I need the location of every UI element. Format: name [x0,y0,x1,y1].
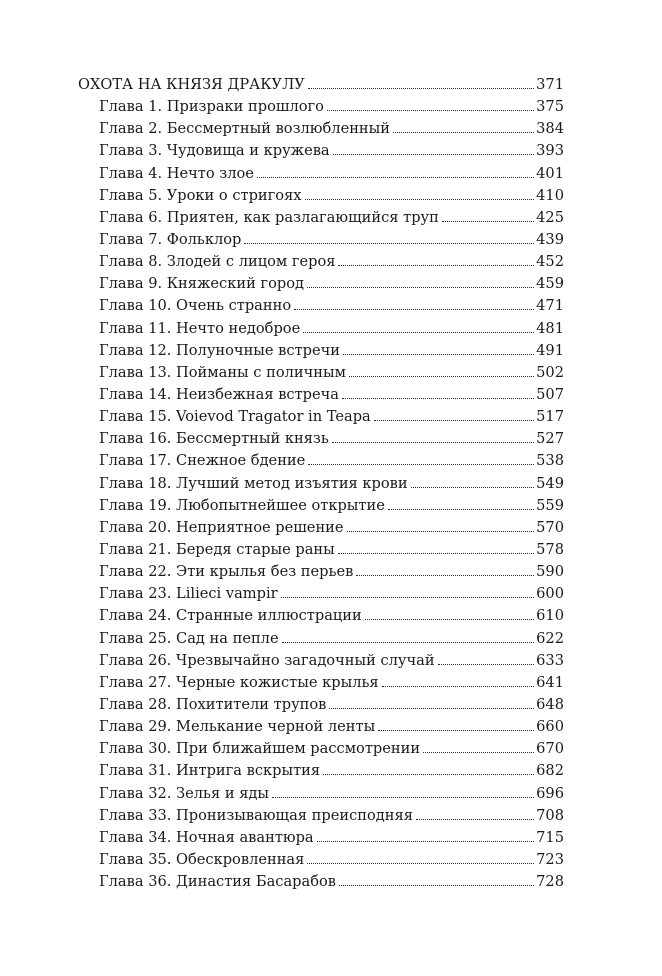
toc-chapter-page: 410 [536,186,564,204]
table-of-contents [78,74,564,893]
dot-leader [333,154,535,155]
toc-chapter-entry [78,428,564,450]
dot-leader [442,221,534,222]
toc-chapter-entry [78,738,564,760]
dot-leader [338,265,534,266]
toc-chapter-page: 728 [536,873,564,891]
toc-chapter-entry [78,716,564,738]
toc-chapter-entry [78,517,564,539]
toc-chapter-entry [78,805,564,827]
toc-chapter-page: 452 [536,253,564,271]
toc-chapter-title: Глава 19. Любопытнейшее открытие [99,496,385,514]
toc-chapter-page: 481 [536,319,564,337]
toc-chapter-page: 425 [536,208,564,226]
dot-leader [365,619,534,620]
dot-leader [332,442,534,443]
toc-chapter-entry [78,605,564,627]
toc-chapter-title: Глава 33. Пронизывающая преисподняя [99,806,413,824]
dot-leader [374,420,534,421]
toc-chapter-title: Глава 28. Похитители трупов [99,695,327,713]
dot-leader [282,642,535,643]
toc-chapter-entry [78,340,564,362]
toc-chapter-entry [78,384,564,406]
toc-chapter-page: 600 [536,585,564,603]
toc-chapter-page: 715 [536,828,564,846]
toc-chapter-page: 439 [536,230,564,248]
toc-chapter-page: 459 [536,275,564,293]
dot-leader [416,819,534,820]
toc-chapter-entry [78,561,564,583]
toc-chapter-entry [78,273,564,295]
toc-chapter-entry [78,583,564,605]
toc-chapter-title: Глава 17. Снежное бдение [99,452,306,470]
toc-chapter-entry [78,185,564,207]
toc-chapter-title: Глава 8. Злодей с лицом героя [99,253,336,271]
toc-chapter-page: 549 [536,474,564,492]
toc-chapter-page: 590 [536,563,564,581]
toc-chapter-title: Глава 7. Фольклор [99,230,242,248]
dot-leader [307,287,534,288]
toc-chapter-entry [78,450,564,472]
chapter-list [78,96,564,893]
toc-chapter-page: 538 [536,452,564,470]
dot-leader [329,708,534,709]
toc-chapter-page: 507 [536,385,564,403]
toc-chapter-title: Глава 30. При ближайшем рассмотрении [99,740,421,758]
toc-chapter-title: Глава 11. Нечто недоброе [99,319,301,337]
toc-chapter-entry [78,694,564,716]
toc-chapter-title: Глава 20. Неприятное решение [99,518,344,536]
toc-chapter-entry [78,650,564,672]
toc-chapter-entry [78,849,564,871]
dot-leader [294,309,534,310]
toc-chapter-page: 471 [536,297,564,315]
toc-chapter-title: Глава 29. Мелькание черной ленты [99,718,376,736]
dot-leader [393,132,534,133]
toc-chapter-title: Глава 6. Приятен, как разлагающийся труп [99,208,439,226]
dot-leader [244,243,534,244]
toc-chapter-title: Глава 31. Интрига вскрытия [99,762,321,780]
toc-chapter-page: 670 [536,740,564,758]
toc-chapter-title: Глава 15. Voievod Tragator in Teapa [99,408,371,426]
dot-leader [423,752,534,753]
toc-chapter-title: Глава 35. Обескровленная [99,850,305,868]
dot-leader [308,88,534,89]
dot-leader [281,597,535,598]
dot-leader [438,664,535,665]
toc-chapter-entry [78,871,564,893]
toc-chapter-page: 578 [536,540,564,558]
toc-chapter-page: 517 [536,408,564,426]
toc-chapter-title: Глава 24. Странные иллюстрации [99,607,362,625]
toc-chapter-page: 375 [536,98,564,116]
toc-chapter-title: Глава 32. Зелья и яды [99,784,270,802]
toc-chapter-page: 393 [536,142,564,160]
toc-chapter-page: 527 [536,430,564,448]
toc-chapter-page: 660 [536,718,564,736]
toc-chapter-entry [78,229,564,251]
toc-chapter-title: Глава 16. Бессмертный князь [99,430,329,448]
toc-chapter-entry [78,140,564,162]
toc-chapter-title: Глава 3. Чудовища и кружева [99,142,330,160]
toc-chapter-title: Глава 9. Княжеский город [99,275,304,293]
dot-leader [388,509,534,510]
toc-chapter-title: Глава 1. Призраки прошлого [99,98,324,116]
dot-leader [272,797,534,798]
toc-chapter-title: Глава 26. Чрезвычайно загадочный случай [99,651,435,669]
toc-chapter-entry [78,251,564,273]
toc-chapter-title: Глава 36. Династия Басарабов [99,873,337,891]
toc-chapter-title: Глава 23. Lilieci vampir [99,585,278,603]
toc-chapter-entry [78,118,564,140]
toc-chapter-page: 622 [536,629,564,647]
toc-chapter-entry [78,760,564,782]
dot-leader [327,110,534,111]
toc-chapter-entry [78,783,564,805]
toc-chapter-entry [78,495,564,517]
toc-chapter-title: Глава 13. Пойманы с поличным [99,363,346,381]
toc-chapter-entry [78,473,564,495]
toc-chapter-title: Глава 5. Уроки о стригоях [99,186,302,204]
toc-part-page: 371 [536,76,564,93]
toc-chapter-page: 570 [536,518,564,536]
toc-chapter-page: 648 [536,695,564,713]
toc-chapter-entry [78,163,564,185]
toc-chapter-page: 491 [536,341,564,359]
toc-chapter-title: Глава 34. Ночная авантюра [99,828,314,846]
toc-chapter-title: Глава 25. Сад на пепле [99,629,279,647]
toc-chapter-title: Глава 14. Неизбежная встреча [99,385,339,403]
toc-chapter-entry [78,628,564,650]
toc-chapter-page: 502 [536,363,564,381]
dot-leader [356,575,534,576]
toc-chapter-title: Глава 27. Черные кожистые крылья [99,673,379,691]
dot-leader [323,774,534,775]
dot-leader [308,464,534,465]
toc-chapter-entry [78,295,564,317]
dot-leader [317,841,535,842]
toc-chapter-title: Глава 4. Нечто злое [99,164,254,182]
dot-leader [411,487,535,488]
toc-part-title: ОХОТА НА КНЯЗЯ ДРАКУЛУ [78,76,305,93]
toc-chapter-entry [78,406,564,428]
toc-chapter-entry [78,318,564,340]
dot-leader [338,553,534,554]
toc-chapter-title: Глава 22. Эти крылья без перьев [99,563,354,581]
dot-leader [347,531,535,532]
toc-chapter-entry [78,207,564,229]
toc-chapter-page: 384 [536,120,564,138]
toc-chapter-entry [78,362,564,384]
toc-chapter-title: Глава 2. Бессмертный возлюбленный [99,120,390,138]
dot-leader [257,177,534,178]
toc-chapter-title: Глава 10. Очень странно [99,297,292,315]
toc-chapter-page: 696 [536,784,564,802]
dot-leader [307,863,534,864]
dot-leader [349,376,534,377]
toc-chapter-page: 559 [536,496,564,514]
toc-chapter-page: 610 [536,607,564,625]
toc-chapter-page: 401 [536,164,564,182]
toc-chapter-page: 682 [536,762,564,780]
dot-leader [382,686,535,687]
toc-chapter-entry [78,827,564,849]
toc-chapter-page: 708 [536,806,564,824]
dot-leader [342,398,534,399]
toc-chapter-page: 633 [536,651,564,669]
toc-chapter-entry [78,539,564,561]
dot-leader [339,885,534,886]
toc-chapter-entry [78,96,564,118]
dot-leader [343,354,534,355]
toc-chapter-page: 723 [536,850,564,868]
dot-leader [303,332,534,333]
toc-chapter-entry [78,672,564,694]
toc-chapter-page: 641 [536,673,564,691]
toc-chapter-title: Глава 12. Полуночные встречи [99,341,341,359]
toc-part-entry [78,74,564,96]
dot-leader [305,199,535,200]
toc-chapter-title: Глава 18. Лучший метод изъятия крови [99,474,408,492]
toc-chapter-title: Глава 21. Бередя старые раны [99,540,335,558]
dot-leader [378,730,534,731]
